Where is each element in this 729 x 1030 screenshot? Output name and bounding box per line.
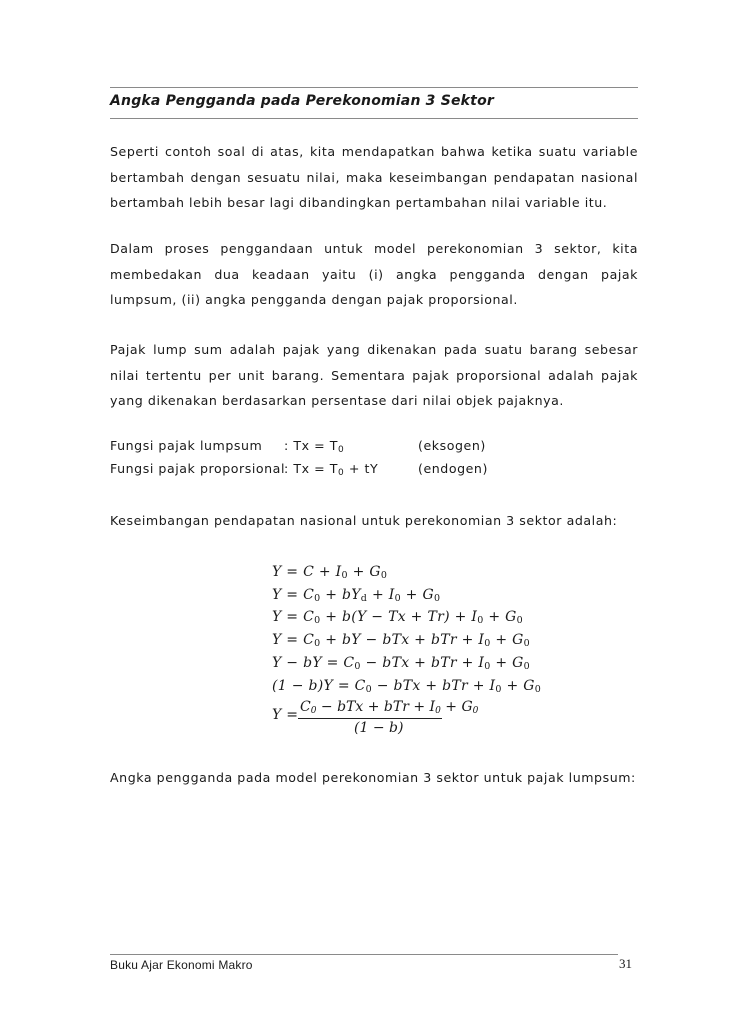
- equation-2: [272, 587, 440, 603]
- paragraph-2-line-1: Dalam proses penggandaan untuk model perekonomian 3 sektor, kita: [110, 241, 638, 256]
- title-bottom-rule: [110, 118, 638, 119]
- equation-7-num-sub-2: 0: [435, 706, 441, 716]
- paragraph-3-line-2: nilai tertentu per unit barang. Sementara pajak proporsional adalah pajak: [110, 367, 638, 383]
- paragraph-1-line-3: bertambah lebih besar lagi dibandingkan pertambahan nilai variable itu.: [110, 195, 608, 210]
- paragraph-1-line-1: Seperti contoh soal di atas, kita mendapatkan bahwa ketika suatu variable: [110, 144, 638, 159]
- equation-7-num-c: + G: [440, 699, 473, 715]
- equation-6: [272, 678, 541, 694]
- paragraph-2-line-2: membedakan dua keadaan yaitu (i) angka pengganda dengan pajak: [110, 266, 638, 282]
- equation-3-sub-1: 0: [314, 615, 321, 626]
- equation-6-part-a: (1 − b)Y = C: [272, 678, 366, 694]
- equation-4-sub-2: 0: [484, 638, 491, 649]
- equation-4-sub-1: 0: [314, 638, 321, 649]
- equation-7-num-a: C: [300, 699, 311, 715]
- equation-4-part-a: Y = C: [272, 632, 315, 648]
- tax-function-proportional-formula: [284, 461, 378, 476]
- equation-1: [272, 564, 387, 580]
- equation-1-sub-2: 0: [380, 570, 388, 581]
- equation-3-sub-2: 0: [477, 615, 484, 626]
- equation-5-sub-1: 0: [354, 661, 361, 672]
- paragraph-5: [110, 765, 638, 791]
- paragraph-4-line-1: Keseimbangan pendapatan nasional untuk perekonomian 3 sektor adalah:: [110, 513, 618, 528]
- paragraph-1-line-2: bertambah dengan sesuatu nilai, maka keseimbangan pendapatan nasional: [110, 169, 638, 185]
- tax-function-proportional-type: (endogen): [418, 461, 488, 476]
- tax-function-proportional-label: Fungsi pajak proporsional: [110, 461, 285, 476]
- paragraph-3-line-1: Pajak lump sum adalah pajak yang dikenakan pada suatu barang sebesar: [110, 342, 638, 357]
- tax-function-lumpsum-formula-sub: 0: [338, 445, 345, 455]
- paragraph-1: [110, 139, 638, 216]
- equation-3-sub-3: 0: [516, 615, 523, 626]
- paragraph-2: [110, 236, 638, 313]
- equation-3-part-b: + b(Y − Tx + Tr) + I: [320, 609, 478, 625]
- equation-1-part-b: + G: [347, 564, 381, 580]
- equation-2-sub-4: 0: [433, 593, 441, 604]
- tax-function-proportional-formula-suffix: + tY: [344, 461, 379, 476]
- equation-5: [272, 655, 530, 671]
- equation-6-sub-1: 0: [365, 684, 372, 695]
- equation-4-part-b: + bY − bTx + bTr + I: [320, 632, 485, 648]
- equation-3: [272, 609, 523, 625]
- equation-5-sub-2: 0: [484, 661, 491, 672]
- page-number: 31: [619, 956, 632, 971]
- tax-function-lumpsum-label: Fungsi pajak lumpsum: [110, 438, 263, 453]
- paragraph-5-line-1: Angka pengganda pada model perekonomian 3 sektor untuk pajak lumpsum:: [110, 770, 636, 785]
- equation-2-part-c: + I: [367, 587, 395, 603]
- equation-6-sub-2: 0: [495, 684, 502, 695]
- section-title: Angka Pengganda pada Perekonomian 3 Sektor: [110, 93, 495, 109]
- equation-1-sub-1: 0: [341, 570, 348, 581]
- equation-4-sub-3: 0: [523, 638, 530, 649]
- equation-7-lhs: Y =: [272, 707, 299, 723]
- equation-2-part-a: Y = C: [272, 587, 315, 603]
- equation-7-denominator: (1 − b): [354, 720, 404, 736]
- equation-1-part-a: Y = C + I: [272, 564, 342, 580]
- equation-5-part-b: − bTx + bTr + I: [360, 655, 485, 671]
- paragraph-4: [110, 508, 638, 534]
- tax-function-proportional-formula-sub: 0: [338, 468, 345, 478]
- equation-4-part-c: + G: [490, 632, 524, 648]
- equation-3-part-a: Y = C: [272, 609, 315, 625]
- fraction-bar: [298, 718, 442, 719]
- tax-function-lumpsum-formula-text: : Tx = T: [284, 438, 339, 453]
- equation-5-part-c: + G: [490, 655, 524, 671]
- equation-2-part-d: + G: [400, 587, 434, 603]
- equation-5-part-a: Y − bY = C: [272, 655, 355, 671]
- equation-7-numerator: [300, 699, 478, 715]
- footer-rule: [110, 954, 618, 955]
- equation-7-num-sub-3: 0: [472, 706, 479, 716]
- paragraph-3-line-3: yang dikenakan berdasarkan persentase dari nilai objek pajaknya.: [110, 393, 564, 408]
- equation-4: [272, 632, 530, 648]
- equation-2-sub-3: 0: [394, 593, 401, 604]
- title-top-rule: [110, 87, 638, 88]
- tax-function-proportional-formula-text: : Tx = T: [284, 461, 339, 476]
- equation-6-part-c: + G: [501, 678, 535, 694]
- equation-2-part-b: + bY: [320, 587, 361, 603]
- equation-7-num-b: − bTx + bTr + I: [316, 699, 436, 715]
- equation-5-sub-3: 0: [523, 661, 530, 672]
- footer-book-title: Buku Ajar Ekonomi Makro: [110, 958, 253, 972]
- equation-7-num-sub-1: 0: [310, 706, 317, 716]
- equation-6-part-b: − bTx + bTr + I: [371, 678, 496, 694]
- equation-2-sub-2: d: [360, 593, 368, 604]
- tax-function-lumpsum-formula: [284, 438, 344, 453]
- equation-3-part-c: + G: [483, 609, 517, 625]
- equation-2-sub-1: 0: [314, 593, 321, 604]
- paragraph-2-line-3: lumpsum, (ii) angka pengganda dengan pajak proporsional.: [110, 292, 518, 307]
- equation-6-sub-3: 0: [534, 684, 542, 695]
- paragraph-3: [110, 337, 638, 414]
- tax-function-lumpsum-type: (eksogen): [418, 438, 486, 453]
